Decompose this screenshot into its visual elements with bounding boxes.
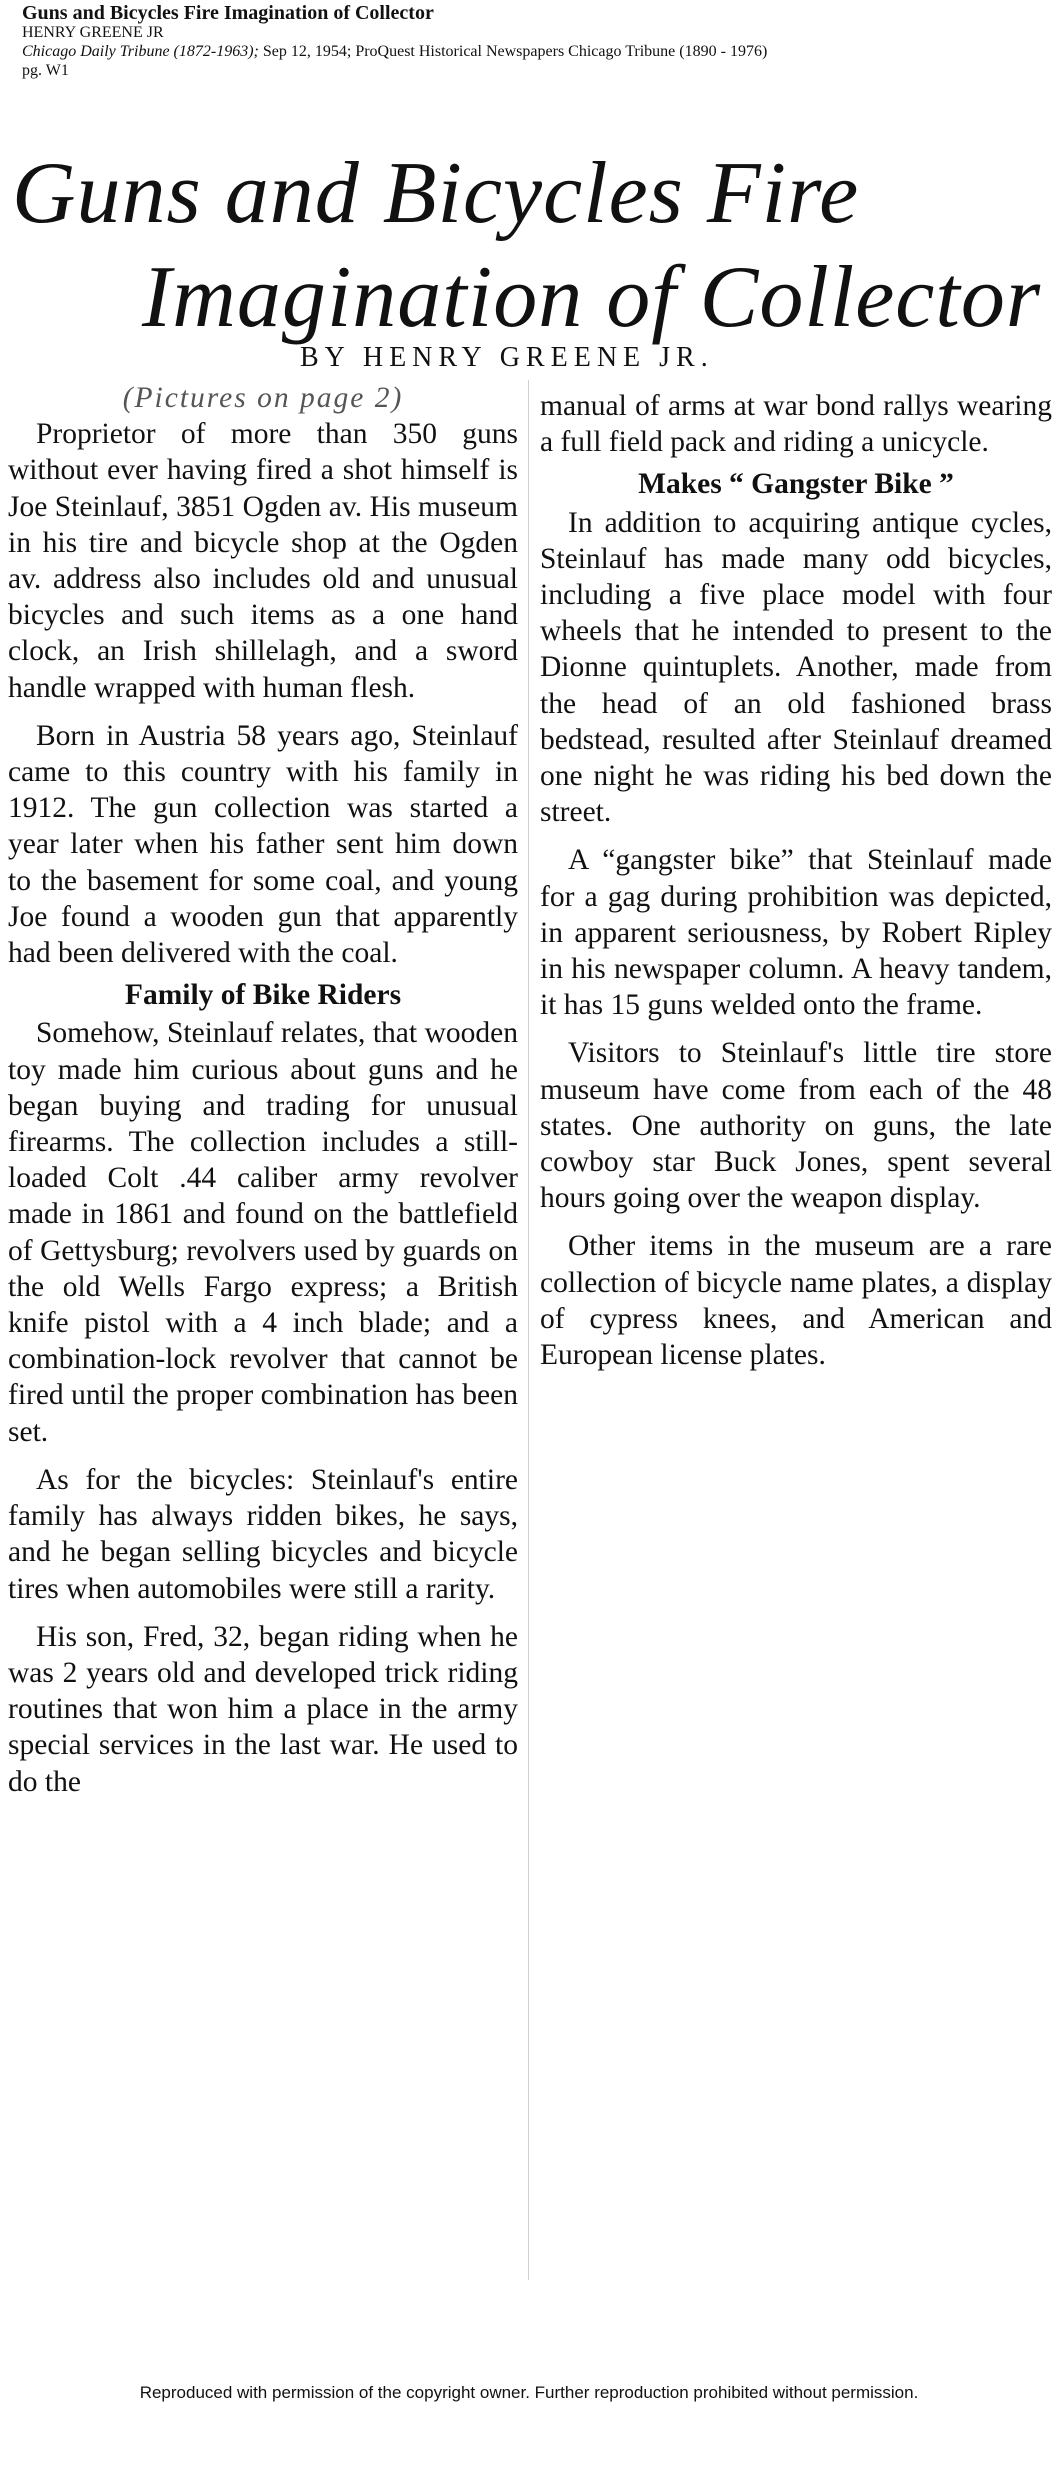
article-paragraph: Born in Austria 58 years ago, Steinlauf came to this country with his family in 1912. The gun collection was started a year later when his father sent him down to the basement for some coal, and young Joe found a wooden gun that apparently had been delivered with the coal. [8, 719, 518, 970]
citation-title: Guns and Bicycles Fire Imagination of Collector [22, 2, 434, 24]
right-column [540, 388, 1052, 1373]
citation-source [22, 42, 1022, 61]
citation-block [22, 4, 1022, 80]
subheading: Makes “ Gangster Bike ” [638, 468, 954, 501]
article-paragraph: manual of arms at war bond rallys wearing a full field pack and riding a unicycle. [540, 390, 1052, 459]
citation-source-italic: Chicago Daily Tribune (1872-1963); [22, 43, 259, 60]
copyright-footer: Reproduced with permission of the copyright owner. Further reproduction prohibited without permission. [139, 2383, 919, 2402]
citation-author: HENRY GREENE JR [22, 24, 164, 41]
article-paragraph: In addition to acquiring antique cycles, Steinlauf has made many odd bicycles, including a five place model with four wheels that he intended to present to the Dionne quintuplets. Another, made from the head of an old fashioned brass bedstead, resulted after Steinlauf dreamed one night he was riding his bed down the street. [540, 506, 1052, 829]
headline-line-2: Imagination of Collector [142, 249, 1042, 346]
article-paragraph: Proprietor of more than 350 guns without ever having fired a shot himself is Joe Steinlauf, 3851 Ogden av. His museum in his tire and bicycle shop at the Ogden av. address also includes old and unusual bicycles and such items as a one hand clock, an Irish shillelagh, and a sword handle wrapped with human flesh. [8, 418, 518, 704]
citation-page: pg. W1 [22, 62, 69, 79]
article-paragraph: A “gangster bike” that Steinlauf made for a gag during prohibition was depicted, in apparent seriousness, by Robert Ripley in his newspaper column. A heavy tandem, it has 15 guns welded onto the frame. [540, 844, 1052, 1022]
article-paragraph: His son, Fred, 32, began riding when he was 2 years old and developed trick riding routines that won him a place in the army special services in the last war. He used to do the [8, 1620, 518, 1798]
pictures-note: (Pictures on page 2) [122, 382, 404, 414]
column-divider [528, 380, 529, 2280]
citation-source-rest: Sep 12, 1954; ProQuest Historical Newspapers Chicago Tribune (1890 - 1976) [258, 43, 768, 60]
subheading: Family of Bike Riders [124, 979, 402, 1012]
byline: BY HENRY GREENE JR. [300, 342, 714, 373]
article-paragraph: Visitors to Steinlauf's little tire store museum have come from each of the 48 states. One authority on guns, the late cowboy star Buck Jones, spent several hours going over the weapon display. [540, 1037, 1052, 1215]
article-paragraph: Somehow, Steinlauf relates, that wooden toy made him curious about guns and he began buying and trading for unusual firearms. The collection includes a still-loaded Colt .44 caliber army revolver made in 1861 and found on the battlefield of Gettysburg; revolvers used by guards on the old Wells Fargo express; a British knife pistol with a 4 inch blade; and a combination-lock revolver that cannot be fired until the proper combination has been set. [8, 1017, 518, 1448]
article-paragraph: Other items in the museum are a rare collection of bicycle name plates, a display of cypress knees, and American and European license plates. [540, 1230, 1052, 1372]
left-column [8, 380, 518, 1800]
article-paragraph: As for the bicycles: Steinlauf's entire family has always ridden bikes, he says, and he began selling bicycles and bicycle tires when automobiles were still a rarity. [8, 1463, 518, 1605]
headline-line-1: Guns and Bicycles Fire [12, 145, 860, 242]
